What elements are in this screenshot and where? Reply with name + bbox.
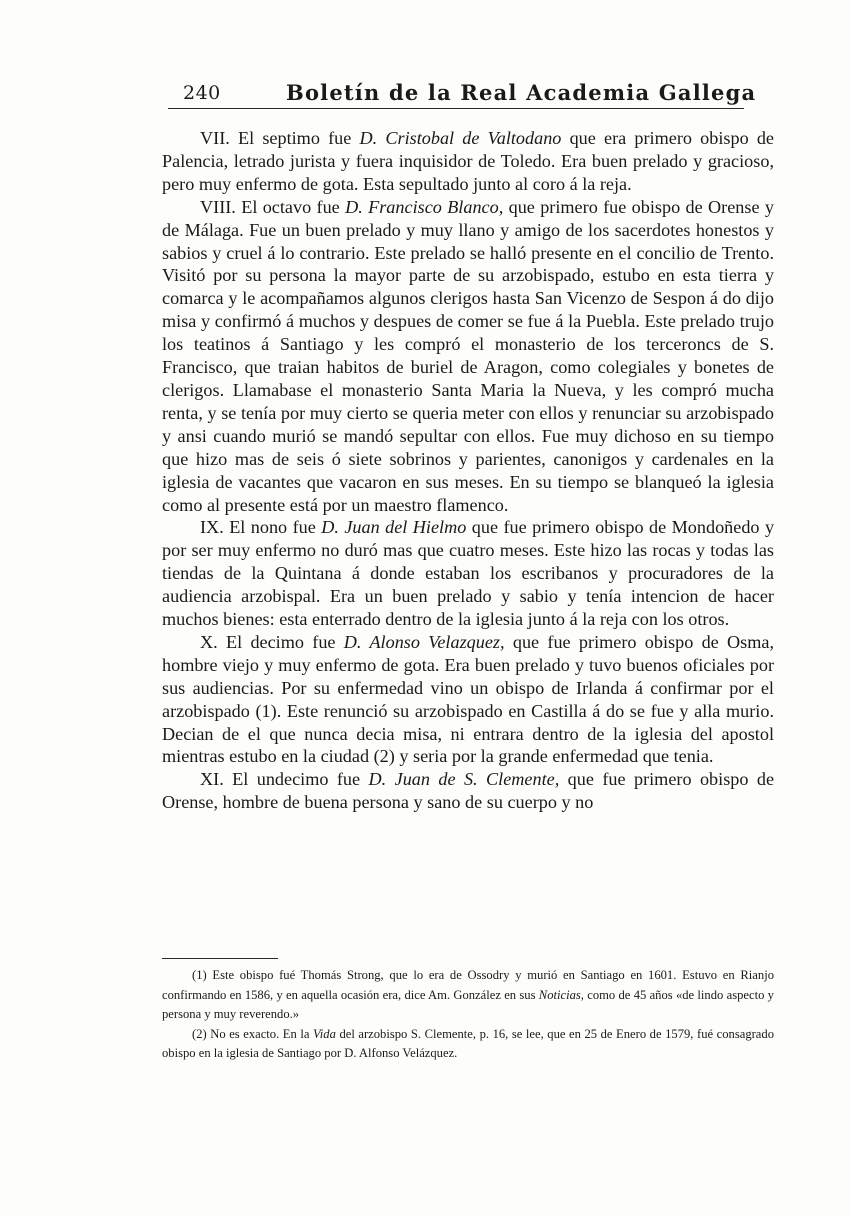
paragraph-lead: El undecimo fue: [232, 769, 361, 790]
paragraph-text: que era primero obispo de Palencia, letrado jurista y fuera inquisidor de Toledo. Era buen prelado y gracioso, pero muy enfermo de gota. Esta sepultado junto al coro á la reja.: [162, 128, 775, 194]
footnotes: [162, 966, 774, 1064]
paragraph-ix: [162, 516, 774, 631]
footnote-mark: (1): [192, 968, 207, 982]
page-number: 240: [183, 82, 221, 104]
footnote-text: No es exacto. En la: [210, 1026, 310, 1041]
archbishop-name: D. Cristobal de Valtodano: [359, 128, 562, 148]
paragraph-viii: [162, 196, 774, 517]
paragraph-vii: [162, 127, 774, 196]
footnote-text: Este obispo fué Thomás Strong, que lo era de Ossodry y murió en Santiago en 1601. Estuvo en Rianjo confirmando en 1586, y en aquella ocasión era, dice Am. González en sus: [162, 968, 774, 1002]
paragraph-numeral: X.: [200, 631, 218, 652]
paragraph-xi: [162, 768, 774, 814]
paragraph-text: que fue primero obispo de Osma, hombre viejo y muy enfermo de gota. Era buen prelado y tuvo buenos oficiales por sus audiencias. Por su enfermedad vino un obispo de Irlanda á confirmar por el arzobispado (1). Este renunció su arzobispado en Castilla á do se fue y alla murio. Decian de el que nunca decia misa, ni entrara dentro de la iglesia del apostol mientras estubo en la ciudad (2) y seria por la grande enfermedad que tenia.: [162, 631, 775, 767]
footnote-text: del arzobispo S. Clemente, p. 16, se lee, que en 25 de Enero de 1579, fué consagrado obispo en la iglesia de Santiago por D. Alfonso Velázquez.: [162, 1026, 774, 1060]
archbishop-name: D. Alonso Velazquez,: [343, 631, 505, 652]
journal-title: Boletín de la Real Academia Gallega: [286, 80, 757, 105]
footnote-2: [162, 1025, 774, 1064]
footnote-text: como de 45 años «de lindo aspecto y persona y muy reverendo.»: [162, 987, 774, 1021]
paragraph-numeral: IX.: [200, 517, 224, 538]
paragraph-lead: El decimo fue: [225, 631, 336, 652]
footnote-divider: [162, 958, 278, 959]
paragraph-lead: El octavo fue: [241, 196, 340, 217]
archbishop-name: D. Francisco Blanco,: [345, 196, 504, 217]
footnote-italic: Noticias,: [538, 987, 584, 1002]
paragraph-text: que primero fue obispo de Orense y de Málaga. Fue un buen prelado y muy llano y amigo de los sacerdotes honestos y sabios y cruel á lo contrario. Este prelado se halló presente en el concilio de Trento. Visitó por su persona la mayor parte de su arzobispado, estubo en esta tierra y comarca y le acompañamos algunos clerigos hasta San Vicenzo de Sespon á do dijo misa y confirmó á muchos y despues de comer se fue á la Puebla. Este prelado trujo los teatinos á Santiago y les compró el monasterio de los terceroncs de S. Francisco, que traian habitos de buriel de Aragon, como colegiales y bonetes de clerigos. Llamabase el monasterio Santa Maria la Nueva, y les compró mucha renta, y se tenía por muy cierto se queria meter con ellos y renunciar su arzobispado y ansi cuando murió se mandó sepultar con ellos. Fue muy dichoso en su tiempo que hizo mas de seis ó siete sobrinos y parientes, canonigos y cardenales en la iglesia de vacantes que vacaron en sus meses. En su tiempo se blanqueó la iglesia como al presente está por un maestro flamenco.: [162, 196, 774, 515]
paragraph-numeral: VII.: [200, 128, 230, 148]
paragraph-numeral: VIII.: [200, 196, 236, 217]
footnote-italic: Vida: [313, 1026, 336, 1041]
archbishop-name: D. Juan de S. Clemente,: [368, 769, 560, 790]
footnote-mark: (2): [192, 1026, 207, 1041]
running-head: [168, 80, 757, 109]
archbishop-name: D. Juan del Hielmo: [321, 517, 467, 538]
paragraph-lead: El nono fue: [229, 517, 316, 538]
paragraph-lead: El septimo fue: [237, 128, 352, 148]
paragraph-numeral: XI.: [200, 769, 224, 790]
body-text: [162, 127, 774, 814]
footnote-1: [162, 966, 774, 1025]
paragraph-x: [162, 631, 774, 768]
paragraph-text: que fue primero obispo de Orense, hombre de buena persona y sano de su cuerpo y no: [162, 769, 775, 813]
paragraph-text: que fue primero obispo de Mondoñedo y por ser muy enfermo no duró mas que cuatro meses. Este hizo las rocas y todas las tiendas de la Quintana á donde estaban los escribanos y procuradores de la audiencia arzobispal. Era un buen prelado y sabio y tenía intencion de hacer muchos bienes: esta enterrado dentro de la iglesia junto á la reja con los otros.: [162, 517, 775, 630]
